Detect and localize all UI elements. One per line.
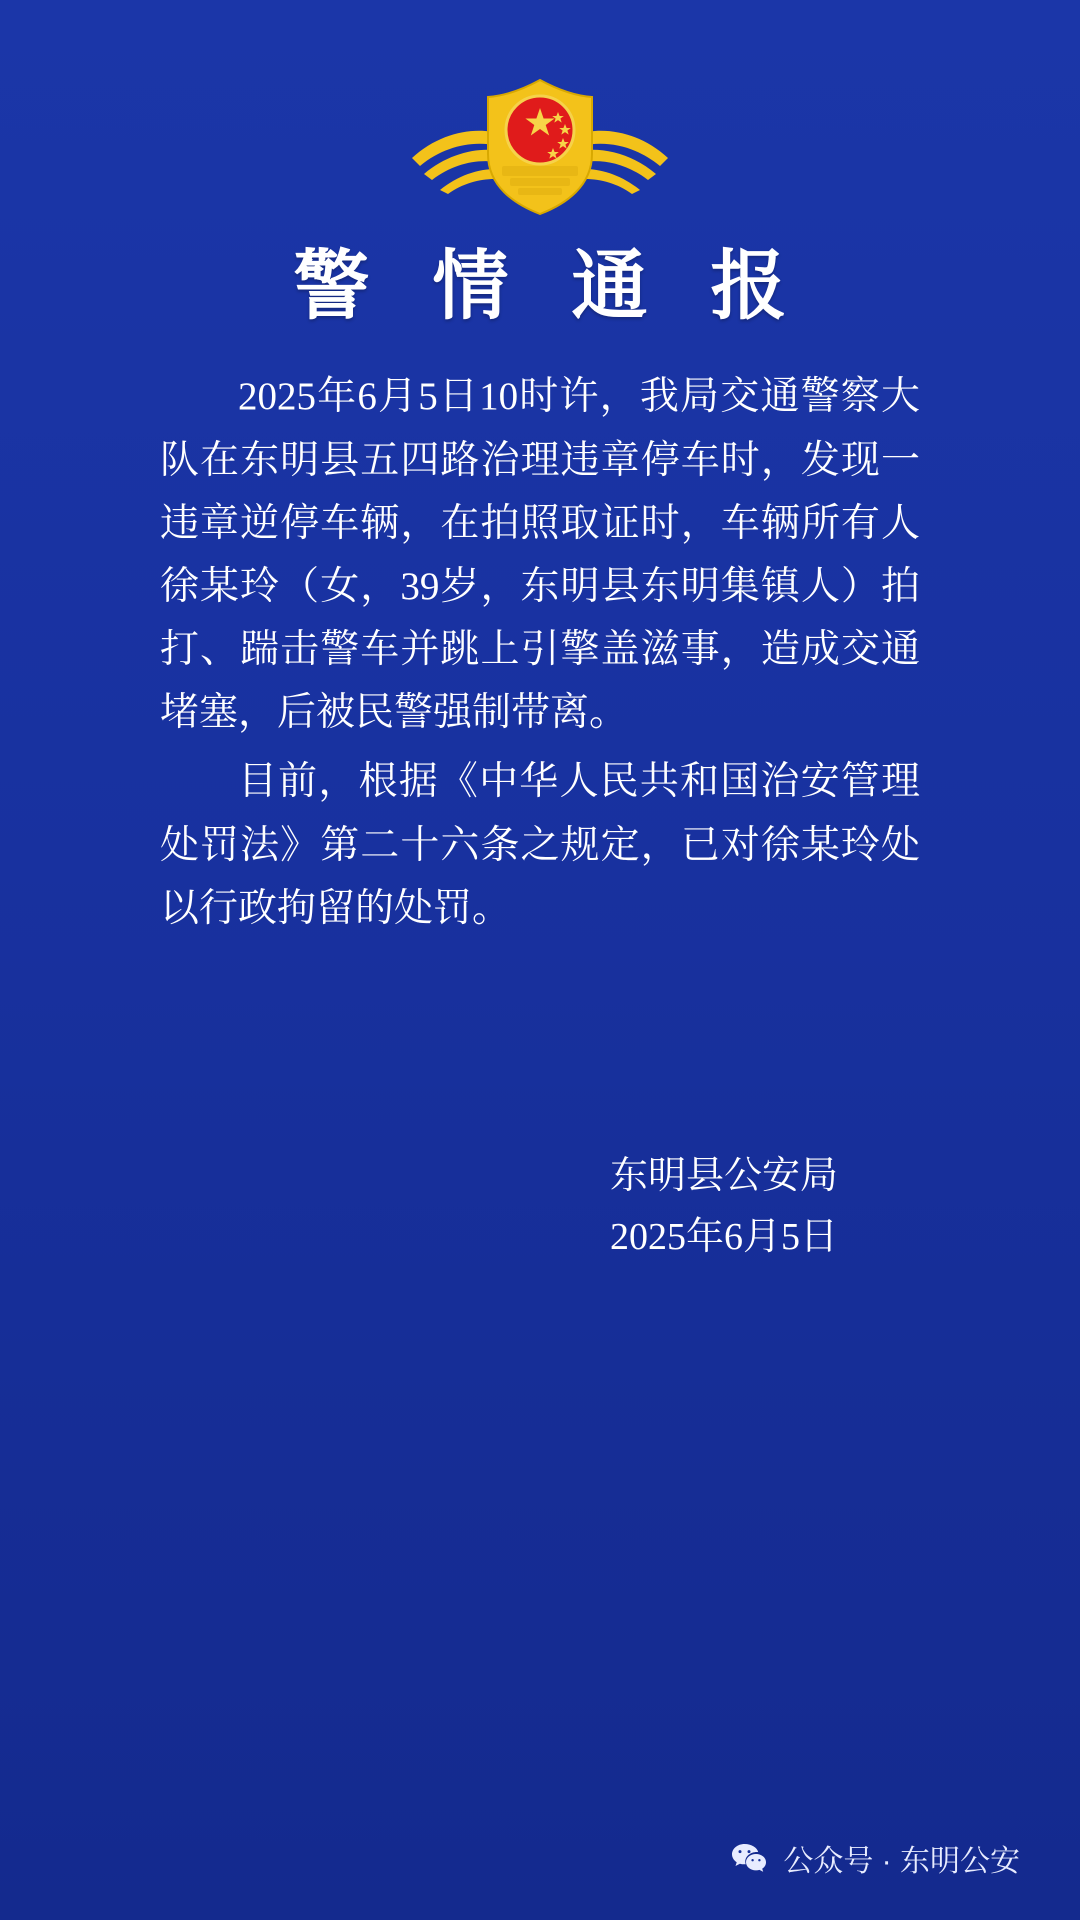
china-police-emblem-icon <box>390 62 690 222</box>
signature-date: 2025年6月5日 <box>610 1216 839 1259</box>
signature-issuer: 东明县公安局 <box>610 1154 839 1197</box>
signature-block <box>160 1146 920 1269</box>
notice-body <box>160 365 920 946</box>
paragraph-1: 2025年6月5日10时许，我局交通警察大队在东明县五四路治理违章停车时，发现一违章逆停车辆，在拍照取证时，车辆所有人徐某玲（女，39岁，东明县东明集镇人）拍打、踹击警车并跳上引擎盖滋事，造成交通堵塞，后被民警强制带离。 <box>160 375 920 735</box>
footer-account-name: 公众号 · 东明公安 <box>783 1845 1020 1878</box>
wechat-icon <box>729 1838 769 1878</box>
page-title: 警 情 通 报 <box>293 245 809 329</box>
paragraph-2: 目前，根据《中华人民共和国治安管理处罚法》第二十六条之规定，已对徐某玲处以行政拘留的处罚。 <box>160 760 920 930</box>
footer-account <box>729 1836 1020 1880</box>
